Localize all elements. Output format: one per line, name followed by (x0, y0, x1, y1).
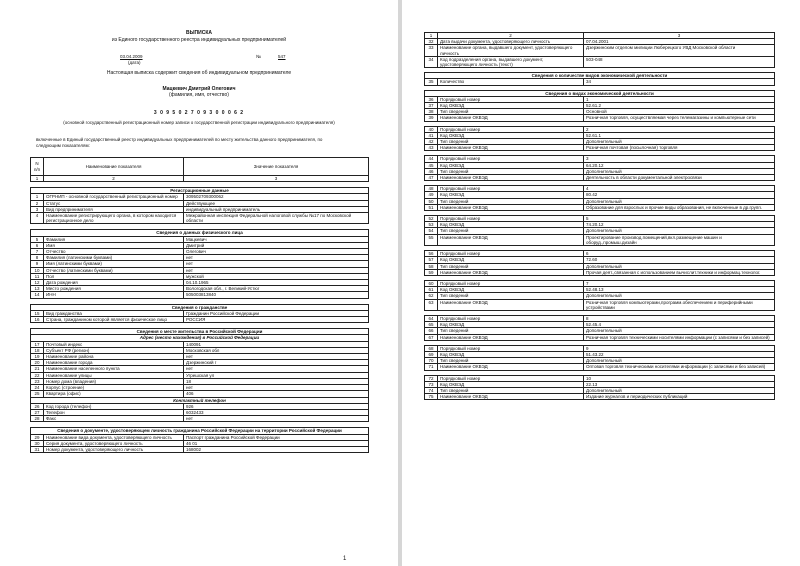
indicator-name: Код ОКВЭД (438, 162, 584, 168)
indicator-name: Почтовый индекс (44, 341, 184, 347)
indicator-value: Дополнительный (584, 228, 775, 234)
row-number: 25 (31, 391, 44, 397)
table-row (425, 234, 775, 245)
indicator-value: Дмитрий (184, 242, 369, 248)
row-number: 4 (31, 213, 44, 224)
table-row (425, 204, 775, 210)
row-number: 74 (425, 387, 438, 393)
column-number-3: 3 (584, 33, 775, 39)
row-number: 64 (425, 315, 438, 321)
indicator-value: нет (184, 354, 369, 360)
row-number: 7 (31, 249, 44, 255)
indicator-name: Код города (телефон) (44, 403, 184, 409)
indicator-name: Наименование населенного пункта (44, 366, 184, 372)
row-number: 67 (425, 334, 438, 340)
indicator-value: 5 (584, 216, 775, 222)
ogrnip-number: 3 0 9 5 0 2 7 0 9 3 0 0 0 6 2 (153, 110, 245, 116)
indicator-value: Деятельность в области документальной электросвязи (584, 175, 775, 181)
row-number: 52 (425, 216, 438, 222)
indicator-name: Наименование ОКВЭД (438, 115, 584, 121)
indicator-value: Угрешская ул (184, 372, 369, 378)
indicator-value: 140091 (184, 341, 369, 347)
indicator-name: Порядковый номер (438, 251, 584, 257)
row-number: 71 (425, 364, 438, 370)
section-subtitle-text: Адрес (место нахождения) в Российской Федерации (31, 335, 369, 341)
indicator-name: Телефон (44, 409, 184, 415)
indicator-name: Номер дома (владения) (44, 378, 184, 384)
indicator-value: Розничная торговля техническими носителями информации (с записями и без записей) (584, 334, 775, 340)
row-number: 58 (425, 263, 438, 269)
ogrnip-caption: (основной государственный регистрационный номер записи о государственной регистрации индивидуального предпринимателя) (63, 120, 335, 125)
indicator-name: Код ОКВЭД (438, 222, 584, 228)
indicator-value: 52.45.4 (584, 322, 775, 328)
indicator-value: 7 (584, 280, 775, 286)
indicator-value: Мацкевич (184, 236, 369, 242)
indicator-name: Порядковый номер (438, 156, 584, 162)
indicator-value: 64.20.12 (584, 162, 775, 168)
indicator-value: 505003813840 (184, 292, 369, 298)
row-number: 72 (425, 375, 438, 381)
indicator-name: Код ОКВЭД (438, 381, 584, 387)
row-number: 42 (425, 139, 438, 145)
indicator-value: Паспорт гражданина Российской Федерации (184, 434, 369, 440)
row-number: 57 (425, 257, 438, 263)
header-value: Значение показателя (184, 158, 369, 176)
indicator-name: Наименование регистрирующего органа, в котором находится регистрационное дело (44, 213, 184, 224)
indicator-value: нет (184, 366, 369, 372)
row-number: 18 (31, 347, 44, 353)
row-number: 13 (31, 286, 44, 292)
right-indicators-table (424, 32, 775, 400)
left-indicators-table (30, 157, 369, 453)
row-number: 51 (425, 204, 438, 210)
indicator-value: 72.60 (584, 257, 775, 263)
indicator-name: Корпус (строение) (44, 385, 184, 391)
row-number: 28 (31, 416, 44, 422)
row-number: 68 (425, 345, 438, 351)
row-number: 36 (425, 96, 438, 102)
row-number: 19 (31, 354, 44, 360)
indicator-name: Наименование ОКВЭД (438, 299, 584, 310)
table-row (425, 299, 775, 310)
extract-page-1 (0, 0, 398, 566)
row-number: 39 (425, 115, 438, 121)
indicator-value: 74.20.12 (584, 222, 775, 228)
indicator-name: Тип сведений (438, 168, 584, 174)
indicator-name: Код ОКВЭД (438, 351, 584, 357)
indicator-name: Наименование ОКВЭД (438, 269, 584, 275)
indicator-name: Тип сведений (438, 228, 584, 234)
column-number-3: 3 (184, 176, 369, 182)
indicator-value: 406 (184, 391, 369, 397)
indicator-name: Порядковый номер (438, 345, 584, 351)
indicator-value: РОССИЯ (184, 317, 369, 323)
row-number: 31 (31, 446, 44, 452)
row-number: 23 (31, 378, 44, 384)
indicator-name: Вид гражданства (44, 310, 184, 316)
indicator-value: 8 (584, 315, 775, 321)
row-number: 49 (425, 192, 438, 198)
row-number: 14 (31, 292, 44, 298)
document-date: 03.04.2009 (120, 54, 143, 59)
indicator-value: нет (184, 267, 369, 273)
indicator-name: Порядковый номер (438, 216, 584, 222)
included-text: включенные в Единый государственный реестр индивидуальных предпринимателей по месту жительства данного предпринимателя, по следующим показателям: (36, 137, 323, 148)
indicator-value: Оптовая торговля техническими носителями информации (с записями и без записей) (584, 364, 775, 370)
indicator-name: Наименование вида документа, удостоверяющего личность (44, 434, 184, 440)
indicator-value: Вологодская обл., г. Великий-Устюг (184, 286, 369, 292)
row-number: 5 (31, 236, 44, 242)
indicator-value: 3 (584, 156, 775, 162)
indicator-name: Наименование ОКВЭД (438, 204, 584, 210)
indicator-value: Прочая деят.,связанная с использованием вычислит.техники и информац.технолог. (584, 269, 775, 275)
indicator-value: Розничная почтовая (посылочная) торговля (584, 145, 775, 151)
indicator-value: 07.04.2001 (584, 39, 775, 45)
indicator-value: 80.42 (584, 192, 775, 198)
indicator-value: мужской (184, 273, 369, 279)
indicator-name: Порядковый номер (438, 186, 584, 192)
row-number: 46 (425, 168, 438, 174)
row-number: 75 (425, 394, 438, 400)
row-number: 35 (425, 79, 438, 85)
indicator-name: Тип сведений (438, 139, 584, 145)
row-number: 45 (425, 162, 438, 168)
indicator-name: Наименование ОКВЭД (438, 175, 584, 181)
indicator-value: 9 (584, 345, 775, 351)
indicator-name: Фамилия (латинскими буквами) (44, 255, 184, 261)
indicator-name: Порядковый номер (438, 375, 584, 381)
section-title (31, 428, 369, 434)
section-title-text: Сведения о гражданстве (31, 304, 369, 310)
indicator-value: нет (184, 416, 369, 422)
row-number: 50 (425, 198, 438, 204)
indicator-value: 168002 (184, 446, 369, 452)
row-number: 70 (425, 358, 438, 364)
table-row (425, 364, 775, 370)
section-title-text: Регистрационные данные (31, 188, 369, 194)
row-number: 47 (425, 175, 438, 181)
indicator-value: 18 (184, 378, 369, 384)
row-number: 62 (425, 293, 438, 299)
indicator-value: 22.13 (584, 381, 775, 387)
indicator-name: Количество (438, 79, 584, 85)
indicator-name: Серия документа, удостоверяющего личность (44, 440, 184, 446)
indicator-value: Олегович (184, 249, 369, 255)
indicator-value: 4 (584, 186, 775, 192)
indicator-name: Порядковый номер (438, 96, 584, 102)
header-name: Наименование показателя (44, 158, 184, 176)
indicator-value: 46 01 (184, 440, 369, 446)
section-title-text: Сведения о видах экономической деятельности (425, 90, 775, 96)
column-number-2: 2 (44, 176, 184, 182)
section-title-text: Сведения о данных физического лица (31, 230, 369, 236)
indicator-value: 926 (184, 403, 369, 409)
indicator-name: Наименование ОКВЭД (438, 334, 584, 340)
table-row (425, 394, 775, 400)
indicator-name: Отчество (44, 249, 184, 255)
indicator-value: 1 (584, 96, 775, 102)
row-number: 1 (31, 194, 44, 200)
indicator-name: Наименование органа, выдавшего документ, удостоверяющего личность (438, 45, 584, 56)
indicator-value: 52.61.2 (584, 103, 775, 109)
row-number: 33 (425, 45, 438, 56)
indicator-name: Дата рождения (44, 280, 184, 286)
indicator-value: 04.10.1965 (184, 280, 369, 286)
indicator-value: 503-048 (584, 56, 775, 67)
section-subtitle-text: Контактный телефон (31, 397, 369, 403)
indicator-value: индивидуальный предприниматель (184, 206, 369, 212)
date-caption: (дата) (128, 60, 141, 65)
indicator-name: Порядковый номер (438, 315, 584, 321)
row-number: 63 (425, 299, 438, 310)
person-name: Мацкевич Дмитрий Олегович (162, 86, 236, 92)
indicator-name: Тип сведений (438, 387, 584, 393)
indicator-name: Квартира (офис) (44, 391, 184, 397)
indicator-value: Дополнительный (584, 358, 775, 364)
row-number: 26 (31, 403, 44, 409)
indicator-value: Гражданин Российской Федерации (184, 310, 369, 316)
indicator-name: Код ОКВЭД (438, 192, 584, 198)
indicator-value: 51.43.22 (584, 351, 775, 357)
intro-text: Настоящая выписка содержит сведения об индивидуальном предпринимателе (106, 70, 292, 76)
table-row (425, 56, 775, 67)
indicator-value: Розничная торговля компьютерами,программ.обеспечением и периферийными устройствами (584, 299, 775, 310)
table-row (31, 446, 369, 452)
indicator-name: Наименование района (44, 354, 184, 360)
indicator-name: ОГРНИП - основной государственный регистрационный номер (44, 194, 184, 200)
column-number-1: 1 (31, 176, 44, 182)
section-title-text: Сведения о количестве видов экономической деятельности (425, 73, 775, 79)
row-number: 11 (31, 273, 44, 279)
row-number: 53 (425, 222, 438, 228)
indicator-value: Межрайонная инспекция Федеральной налоговой службы №17 по Московской области (184, 213, 369, 224)
row-number: 66 (425, 328, 438, 334)
indicator-name: Вид предпринимателя (44, 206, 184, 212)
row-number: 48 (425, 186, 438, 192)
row-number: 59 (425, 269, 438, 275)
indicator-name: Тип сведений (438, 109, 584, 115)
page-number: 1 (343, 556, 347, 562)
indicator-value: нет (184, 261, 369, 267)
row-number: 12 (31, 280, 44, 286)
row-number: 8 (31, 255, 44, 261)
indicator-value: Дополнительный (584, 139, 775, 145)
indicator-name: Код ОКВЭД (438, 322, 584, 328)
row-number: 2 (31, 200, 44, 206)
row-number: 43 (425, 145, 438, 151)
indicator-name: Тип сведений (438, 358, 584, 364)
indicator-value: Действующее (184, 200, 369, 206)
column-number-1: 1 (425, 33, 438, 39)
row-number: 3 (31, 206, 44, 212)
row-number: 61 (425, 287, 438, 293)
indicator-name: Имя (44, 242, 184, 248)
table-row (425, 45, 775, 56)
indicator-value: Проектирование производ.помещений,вкл.размещение машин и оборуд.,промыш.дизайн (584, 234, 775, 245)
row-number: 65 (425, 322, 438, 328)
indicator-value: 52.61.1 (584, 132, 775, 138)
row-number: 22 (31, 372, 44, 378)
indicator-name: Наименование ОКВЭД (438, 364, 584, 370)
row-number: 32 (425, 39, 438, 45)
row-number: 37 (425, 103, 438, 109)
indicator-name: ИНН (44, 292, 184, 298)
indicator-name: Наименование ОКВЭД (438, 234, 584, 245)
indicator-name: Фамилия (44, 236, 184, 242)
row-number: 9 (31, 261, 44, 267)
row-number: 73 (425, 381, 438, 387)
document-subtitle: из Единого государственного реестра индивидуальных предпринимателей (111, 37, 287, 43)
indicator-value: нет (184, 385, 369, 391)
person-caption: (фамилия, имя, отчество) (169, 92, 229, 98)
indicator-name: Код ОКВЭД (438, 103, 584, 109)
indicator-name: Тип сведений (438, 263, 584, 269)
indicator-name: Пол (44, 273, 184, 279)
row-number: 60 (425, 280, 438, 286)
row-number: 24 (31, 385, 44, 391)
row-number: 27 (31, 409, 44, 415)
indicator-name: Порядковый номер (438, 280, 584, 286)
indicator-name: Порядковый номер (438, 126, 584, 132)
indicator-value: Дополнительный (584, 387, 775, 393)
row-number: 29 (31, 434, 44, 440)
indicator-value: 10 (584, 375, 775, 381)
indicator-value: 6032433 (184, 409, 369, 415)
indicator-value: 52.48.13 (584, 287, 775, 293)
document-number: 547 (278, 54, 286, 59)
row-number: 21 (31, 366, 44, 372)
indicator-name: Тип сведений (438, 198, 584, 204)
indicator-name: Тип сведений (438, 328, 584, 334)
row-number: 56 (425, 251, 438, 257)
indicator-name: Номер документа, удостоверяющего личность (44, 446, 184, 452)
indicator-name: Место рождения (44, 286, 184, 292)
indicator-name: Наименование улицы (44, 372, 184, 378)
row-number: 6 (31, 242, 44, 248)
indicator-value: Образование для взрослых и прочие виды образования, не включенные в др.групп. (584, 204, 775, 210)
indicator-name: Имя (латинскими буквами) (44, 261, 184, 267)
row-number: 38 (425, 109, 438, 115)
row-number: 44 (425, 156, 438, 162)
section-title-text: Сведения о месте жительства в Российской Федерации (31, 329, 369, 335)
indicator-value: Дополнительный (584, 198, 775, 204)
row-number: 16 (31, 317, 44, 323)
indicator-value: 2 (584, 126, 775, 132)
indicator-name: Наименование ОКВЭД (438, 145, 584, 151)
table-row (425, 334, 775, 340)
header-num: N п/п (31, 158, 44, 176)
indicator-name: Код ОКВЭД (438, 287, 584, 293)
indicator-value: Розничная торговля, осуществляемая через телемагазины и компьютерные сети (584, 115, 775, 121)
indicator-value: Дополнительный (584, 293, 775, 299)
row-number: 30 (31, 440, 44, 446)
indicator-value: Основной (584, 109, 775, 115)
indicator-value: Дополнительный (584, 328, 775, 334)
indicator-name: Субъект РФ (регион) (44, 347, 184, 353)
row-number: 69 (425, 351, 438, 357)
document-title: ВЫПИСКА (186, 30, 212, 36)
table-row (425, 115, 775, 121)
indicator-value: 309502709300062 (184, 194, 369, 200)
row-number: 40 (425, 126, 438, 132)
indicator-name: Тип сведений (438, 293, 584, 299)
indicator-name: Код ОКВЭД (438, 257, 584, 263)
document-number-prefix: № (256, 54, 261, 59)
section-title-text: Сведения о документе, удостоверяющем личность гражданина Российской Федерации на территории Российской Федерации (31, 428, 369, 434)
indicator-value: Издание журналов и периодических публикаций (584, 394, 775, 400)
indicator-name: Статус (44, 200, 184, 206)
row-number: 54 (425, 228, 438, 234)
row-number: 15 (31, 310, 44, 316)
indicator-name: Код ОКВЭД (438, 132, 584, 138)
row-number: 17 (31, 341, 44, 347)
indicator-name: Страна, гражданином которой является физическое лицо (44, 317, 184, 323)
row-number: 55 (425, 234, 438, 245)
indicator-value: Дополнительный (584, 263, 775, 269)
indicator-name: Дата выдачи документа, удостоверяющего личность (438, 39, 584, 45)
indicator-value: Дзержинским отделом милиции Люберецкого УВД Московской области (584, 45, 775, 56)
indicator-name: Факс (44, 416, 184, 422)
indicator-value: нет (184, 255, 369, 261)
indicator-value: Московская обл (184, 347, 369, 353)
indicator-value: 6 (584, 251, 775, 257)
indicator-value: Дзержинский г (184, 360, 369, 366)
extract-page-2 (402, 0, 800, 566)
row-number: 10 (31, 267, 44, 273)
indicator-value: Дополнительный (584, 168, 775, 174)
indicator-name: Наименование ОКВЭД (438, 394, 584, 400)
table-row (31, 213, 369, 224)
table-header-row (31, 158, 369, 176)
indicator-value: 34 (584, 79, 775, 85)
row-number: 34 (425, 56, 438, 67)
row-number: 41 (425, 132, 438, 138)
indicator-name: Отчество (латинскими буквами) (44, 267, 184, 273)
row-number: 20 (31, 360, 44, 366)
table-row (425, 269, 775, 275)
indicator-name: Код подразделения органа, выдавшего документ, удостоверяющего личность (текст) (438, 56, 584, 67)
column-number-2: 2 (438, 33, 584, 39)
indicator-name: Наименование города (44, 360, 184, 366)
